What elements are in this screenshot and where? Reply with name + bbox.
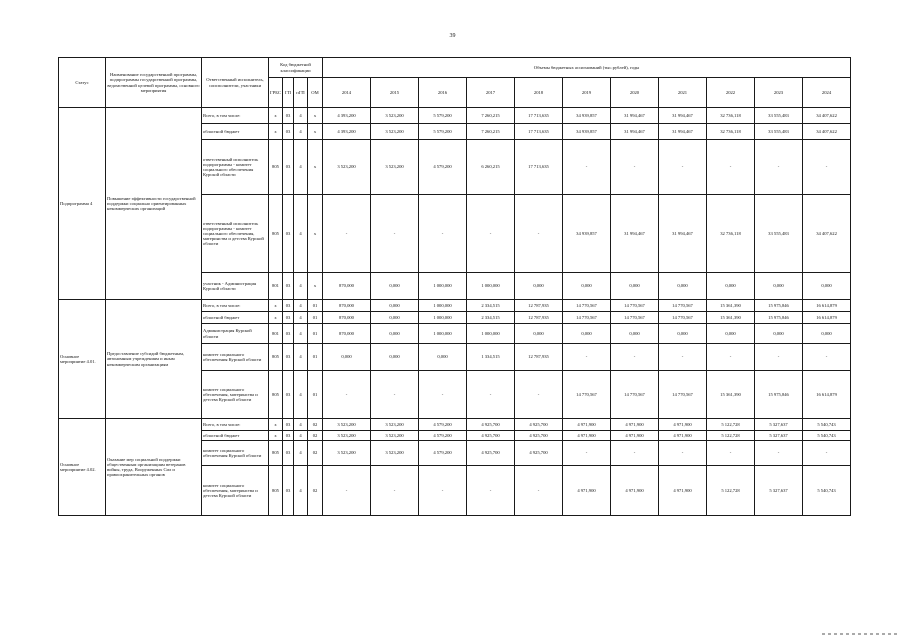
header-year-2021: 2021 bbox=[659, 78, 707, 108]
value-cell: - bbox=[803, 140, 851, 195]
value-cell: 4 971,900 bbox=[611, 419, 659, 431]
value-cell: - bbox=[755, 441, 803, 466]
value-cell: - bbox=[515, 371, 563, 419]
code-cell: 02 bbox=[308, 441, 323, 466]
code-cell: 4 bbox=[294, 140, 308, 195]
value-cell: 0,000 bbox=[371, 324, 419, 344]
value-cell: 4 925,700 bbox=[467, 441, 515, 466]
value-cell: - bbox=[707, 344, 755, 371]
value-cell: 5 327,637 bbox=[755, 419, 803, 431]
value-cell: - bbox=[563, 344, 611, 371]
value-cell: 15 361,390 bbox=[707, 312, 755, 324]
value-cell: 4 971,900 bbox=[659, 431, 707, 441]
value-cell: 34 407,622 bbox=[803, 124, 851, 140]
value-cell: 870,000 bbox=[323, 312, 371, 324]
value-cell: 0,000 bbox=[371, 300, 419, 312]
executor-cell: ответственный исполнитель подпрограммы - комитет социального обеспечения, материнства и детства Курской области bbox=[202, 195, 269, 273]
code-cell: 01 bbox=[308, 324, 323, 344]
code-cell: 01 bbox=[308, 344, 323, 371]
value-cell: 1 000,000 bbox=[419, 324, 467, 344]
value-cell: 5 579,200 bbox=[419, 108, 467, 124]
value-cell: 4 579,200 bbox=[419, 140, 467, 195]
value-cell: - bbox=[755, 344, 803, 371]
value-cell: 31 994,467 bbox=[611, 195, 659, 273]
value-cell: 12 787,935 bbox=[515, 312, 563, 324]
header-status: Статус bbox=[59, 58, 106, 108]
code-cell: 03 bbox=[283, 441, 294, 466]
value-cell: - bbox=[323, 466, 371, 516]
header-code-0: ГРБС bbox=[269, 78, 283, 108]
code-cell: 4 bbox=[294, 466, 308, 516]
executor-cell: участник - Администрация Курской области bbox=[202, 273, 269, 300]
scan-artifact bbox=[822, 633, 900, 635]
executor-cell: ответственный исполнитель подпрограммы - комитет социального обеспечения Курской области bbox=[202, 140, 269, 195]
value-cell: 14 770,567 bbox=[611, 312, 659, 324]
code-cell: 4 bbox=[294, 431, 308, 441]
value-cell: - bbox=[707, 441, 755, 466]
value-cell: 5 122,728 bbox=[707, 466, 755, 516]
value-cell: 5 540,743 bbox=[803, 466, 851, 516]
value-cell: 4 971,900 bbox=[659, 466, 707, 516]
header-code-2: пГП bbox=[294, 78, 308, 108]
value-cell: - bbox=[803, 344, 851, 371]
value-cell: 15 361,390 bbox=[707, 371, 755, 419]
code-cell: 02 bbox=[308, 466, 323, 516]
value-cell: 4 393,200 bbox=[323, 108, 371, 124]
value-cell: 3 523,200 bbox=[371, 140, 419, 195]
value-cell: 0,000 bbox=[371, 312, 419, 324]
code-cell: 805 bbox=[269, 140, 283, 195]
header-year-2016: 2016 bbox=[419, 78, 467, 108]
code-cell: 03 bbox=[283, 466, 294, 516]
value-cell: - bbox=[323, 195, 371, 273]
header-year-2019: 2019 bbox=[563, 78, 611, 108]
header-year-2018: 2018 bbox=[515, 78, 563, 108]
code-cell: x bbox=[269, 312, 283, 324]
value-cell: 4 971,900 bbox=[611, 431, 659, 441]
executor-cell: комитет социального обеспечения Курской области bbox=[202, 344, 269, 371]
code-cell: x bbox=[269, 419, 283, 431]
code-cell: x bbox=[269, 108, 283, 124]
value-cell: 14 770,567 bbox=[563, 312, 611, 324]
code-cell: 03 bbox=[283, 273, 294, 300]
header-executor: Ответственный исполнитель, соисполнители, участники bbox=[202, 58, 269, 108]
value-cell: 1 000,000 bbox=[467, 324, 515, 344]
code-cell: 805 bbox=[269, 344, 283, 371]
value-cell: 4 971,900 bbox=[659, 419, 707, 431]
table-header bbox=[59, 58, 851, 108]
value-cell: 3 523,200 bbox=[323, 431, 371, 441]
value-cell: 34 939,857 bbox=[563, 124, 611, 140]
value-cell: 32 736,118 bbox=[707, 108, 755, 124]
value-cell: 3 523,200 bbox=[371, 419, 419, 431]
header-code-3: ОМ bbox=[308, 78, 323, 108]
value-cell: 3 523,200 bbox=[371, 124, 419, 140]
value-cell: 17 713,635 bbox=[515, 124, 563, 140]
value-cell: 31 994,467 bbox=[659, 124, 707, 140]
code-cell: 03 bbox=[283, 419, 294, 431]
code-cell: 805 bbox=[269, 195, 283, 273]
value-cell: 6 260,215 bbox=[467, 140, 515, 195]
value-cell: 14 770,567 bbox=[611, 371, 659, 419]
value-cell: - bbox=[323, 371, 371, 419]
value-cell: 16 614,879 bbox=[803, 312, 851, 324]
code-cell: 4 bbox=[294, 441, 308, 466]
value-cell: 34 407,622 bbox=[803, 195, 851, 273]
code-cell: 805 bbox=[269, 441, 283, 466]
value-cell: 4 971,900 bbox=[563, 419, 611, 431]
value-cell: 7 260,215 bbox=[467, 108, 515, 124]
executor-cell: областной бюджет bbox=[202, 124, 269, 140]
program-name-cell: Оказание мер социальной поддержки общественным организациям ветеранов войны, труда, Вооруженных Сил и правоохранительных органов bbox=[106, 419, 202, 516]
table-row bbox=[59, 419, 851, 431]
code-cell: 03 bbox=[283, 124, 294, 140]
code-cell: 801 bbox=[269, 324, 283, 344]
code-cell: 4 bbox=[294, 371, 308, 419]
value-cell: - bbox=[755, 140, 803, 195]
code-cell: 4 bbox=[294, 312, 308, 324]
value-cell: 33 555,483 bbox=[755, 124, 803, 140]
value-cell: 5 540,743 bbox=[803, 419, 851, 431]
value-cell: 31 994,467 bbox=[611, 124, 659, 140]
value-cell: - bbox=[419, 371, 467, 419]
code-cell: 03 bbox=[283, 324, 294, 344]
value-cell: 5 327,637 bbox=[755, 466, 803, 516]
code-cell: 805 bbox=[269, 466, 283, 516]
value-cell: 4 925,700 bbox=[515, 441, 563, 466]
value-cell: 15 975,846 bbox=[755, 312, 803, 324]
value-cell: 14 770,567 bbox=[659, 312, 707, 324]
value-cell: - bbox=[611, 140, 659, 195]
header-year-2022: 2022 bbox=[707, 78, 755, 108]
value-cell: 14 770,567 bbox=[611, 300, 659, 312]
value-cell: 4 971,900 bbox=[563, 431, 611, 441]
value-cell: - bbox=[371, 466, 419, 516]
code-cell: x bbox=[269, 431, 283, 441]
value-cell: 14 770,567 bbox=[659, 371, 707, 419]
value-cell: 15 975,846 bbox=[755, 300, 803, 312]
header-name: Наименование государственной программы, подпрограммы государственной программы, ведомственной целевой программы, основного мероприятия bbox=[106, 58, 202, 108]
value-cell: 4 925,700 bbox=[515, 431, 563, 441]
value-cell: 4 971,900 bbox=[611, 466, 659, 516]
header-code-1: ГП bbox=[283, 78, 294, 108]
table-body bbox=[59, 108, 851, 516]
value-cell: 5 122,728 bbox=[707, 419, 755, 431]
value-cell: 34 407,622 bbox=[803, 108, 851, 124]
header-year-2024: 2024 bbox=[803, 78, 851, 108]
value-cell: 4 925,700 bbox=[467, 431, 515, 441]
program-name-cell: Предоставление субсидий бюджетным, автономным учреждениям и иным некоммерческим организациям bbox=[106, 300, 202, 419]
code-cell: 4 bbox=[294, 324, 308, 344]
value-cell: 0,000 bbox=[563, 273, 611, 300]
value-cell: 14 770,567 bbox=[563, 371, 611, 419]
value-cell: 5 122,728 bbox=[707, 431, 755, 441]
value-cell: 870,000 bbox=[323, 300, 371, 312]
value-cell: 4 925,700 bbox=[515, 419, 563, 431]
code-cell: 01 bbox=[308, 300, 323, 312]
header-year-2020: 2020 bbox=[611, 78, 659, 108]
code-cell: 03 bbox=[283, 312, 294, 324]
value-cell: 0,000 bbox=[659, 324, 707, 344]
value-cell: 5 327,637 bbox=[755, 431, 803, 441]
value-cell: - bbox=[515, 195, 563, 273]
code-cell: 02 bbox=[308, 431, 323, 441]
code-cell: 01 bbox=[308, 371, 323, 419]
value-cell: - bbox=[467, 466, 515, 516]
header-year-2014: 2014 bbox=[323, 78, 371, 108]
header-codes: Код бюджетной классификации bbox=[269, 58, 323, 78]
code-cell: 03 bbox=[283, 140, 294, 195]
code-cell: 4 bbox=[294, 300, 308, 312]
executor-cell: комитет социального обеспечения, материнства и детства Курской области bbox=[202, 371, 269, 419]
header-volumes: Объемы бюджетных ассигнований (тыс.рублей), годы bbox=[323, 58, 851, 78]
value-cell: 0,000 bbox=[659, 273, 707, 300]
value-cell: 16 614,879 bbox=[803, 300, 851, 312]
value-cell: 1 000,000 bbox=[419, 273, 467, 300]
value-cell: - bbox=[371, 371, 419, 419]
executor-cell: комитет социального обеспечения Курской области bbox=[202, 441, 269, 466]
value-cell: 0,000 bbox=[371, 344, 419, 371]
value-cell: 1 000,000 bbox=[467, 273, 515, 300]
value-cell: 34 939,857 bbox=[563, 108, 611, 124]
value-cell: 17 713,635 bbox=[515, 108, 563, 124]
value-cell: 0,000 bbox=[803, 273, 851, 300]
value-cell: 0,000 bbox=[371, 273, 419, 300]
value-cell: 15 361,390 bbox=[707, 300, 755, 312]
executor-cell: Всего, в том числе: bbox=[202, 419, 269, 431]
value-cell: 16 614,879 bbox=[803, 371, 851, 419]
code-cell: x bbox=[269, 124, 283, 140]
value-cell: 0,000 bbox=[563, 324, 611, 344]
value-cell: 4 971,900 bbox=[563, 466, 611, 516]
value-cell: 32 736,118 bbox=[707, 124, 755, 140]
value-cell: 870,000 bbox=[323, 273, 371, 300]
table-row bbox=[59, 108, 851, 124]
value-cell: 0,000 bbox=[803, 324, 851, 344]
value-cell: 0,000 bbox=[611, 324, 659, 344]
value-cell: 2 334,515 bbox=[467, 312, 515, 324]
status-cell: Основное мероприятие 4.02. bbox=[59, 419, 106, 516]
value-cell: 4 579,200 bbox=[419, 419, 467, 431]
value-cell: 2 334,515 bbox=[467, 300, 515, 312]
value-cell: 5 540,743 bbox=[803, 431, 851, 441]
value-cell: 4 579,200 bbox=[419, 441, 467, 466]
code-cell: x bbox=[269, 300, 283, 312]
code-cell: 805 bbox=[269, 371, 283, 419]
value-cell: - bbox=[659, 344, 707, 371]
status-cell: Подпрограмма 4 bbox=[59, 108, 106, 300]
code-cell: x bbox=[308, 195, 323, 273]
value-cell: 0,000 bbox=[611, 273, 659, 300]
value-cell: 33 555,483 bbox=[755, 108, 803, 124]
code-cell: 4 bbox=[294, 195, 308, 273]
code-cell: 4 bbox=[294, 273, 308, 300]
value-cell: 31 994,467 bbox=[659, 195, 707, 273]
code-cell: 03 bbox=[283, 300, 294, 312]
value-cell: - bbox=[611, 441, 659, 466]
code-cell: 03 bbox=[283, 371, 294, 419]
value-cell: 31 994,467 bbox=[611, 108, 659, 124]
value-cell: 1 000,000 bbox=[419, 312, 467, 324]
value-cell: 0,000 bbox=[515, 273, 563, 300]
code-cell: 4 bbox=[294, 108, 308, 124]
value-cell: 0,000 bbox=[755, 273, 803, 300]
value-cell: - bbox=[467, 371, 515, 419]
code-cell: 02 bbox=[308, 419, 323, 431]
code-cell: 03 bbox=[283, 344, 294, 371]
value-cell: 4 579,200 bbox=[419, 431, 467, 441]
value-cell: 34 939,857 bbox=[563, 195, 611, 273]
header-year-2023: 2023 bbox=[755, 78, 803, 108]
executor-cell: Всего, в том числе: bbox=[202, 108, 269, 124]
table-row bbox=[59, 300, 851, 312]
value-cell: 4 393,200 bbox=[323, 124, 371, 140]
value-cell: 1 334,515 bbox=[467, 344, 515, 371]
header-year-2017: 2017 bbox=[467, 78, 515, 108]
value-cell: 14 770,567 bbox=[659, 300, 707, 312]
value-cell: 32 736,118 bbox=[707, 195, 755, 273]
executor-cell: областной бюджет bbox=[202, 431, 269, 441]
value-cell: 0,000 bbox=[707, 273, 755, 300]
budget-table bbox=[58, 57, 851, 516]
value-cell: 33 555,483 bbox=[755, 195, 803, 273]
value-cell: - bbox=[611, 344, 659, 371]
value-cell: 0,000 bbox=[707, 324, 755, 344]
value-cell: 0,000 bbox=[755, 324, 803, 344]
program-name-cell: Повышение эффективности государственной поддержки социально ориентированных некоммерческих организаций bbox=[106, 108, 202, 300]
value-cell: 17 713,635 bbox=[515, 140, 563, 195]
value-cell: 0,000 bbox=[323, 344, 371, 371]
value-cell: 12 787,935 bbox=[515, 300, 563, 312]
value-cell: 14 770,567 bbox=[563, 300, 611, 312]
value-cell: 3 523,200 bbox=[323, 441, 371, 466]
value-cell: - bbox=[563, 441, 611, 466]
value-cell: 12 787,935 bbox=[515, 344, 563, 371]
executor-cell: комитет социального обеспечения, материнства и детства Курской области bbox=[202, 466, 269, 516]
value-cell: 4 925,700 bbox=[467, 419, 515, 431]
value-cell: 3 523,200 bbox=[371, 441, 419, 466]
value-cell: - bbox=[563, 140, 611, 195]
value-cell: - bbox=[467, 195, 515, 273]
value-cell: 3 523,200 bbox=[323, 140, 371, 195]
executor-cell: Администрация Курской области bbox=[202, 324, 269, 344]
value-cell: 3 523,200 bbox=[371, 108, 419, 124]
value-cell: 5 579,200 bbox=[419, 124, 467, 140]
page-number: 39 bbox=[449, 33, 456, 39]
code-cell: 801 bbox=[269, 273, 283, 300]
value-cell: 3 523,200 bbox=[371, 431, 419, 441]
value-cell: 7 260,215 bbox=[467, 124, 515, 140]
value-cell: - bbox=[515, 466, 563, 516]
code-cell: 4 bbox=[294, 344, 308, 371]
code-cell: x bbox=[308, 273, 323, 300]
code-cell: 03 bbox=[283, 431, 294, 441]
code-cell: 03 bbox=[283, 108, 294, 124]
value-cell: 3 523,200 bbox=[323, 419, 371, 431]
executor-cell: областной бюджет bbox=[202, 312, 269, 324]
header-year-2015: 2015 bbox=[371, 78, 419, 108]
status-cell: Основное мероприятие 4.01. bbox=[59, 300, 106, 419]
executor-cell: Всего, в том числе: bbox=[202, 300, 269, 312]
code-cell: 01 bbox=[308, 312, 323, 324]
value-cell: - bbox=[659, 441, 707, 466]
value-cell: - bbox=[659, 140, 707, 195]
value-cell: 31 994,467 bbox=[659, 108, 707, 124]
code-cell: 4 bbox=[294, 124, 308, 140]
value-cell: 0,000 bbox=[515, 324, 563, 344]
value-cell: - bbox=[707, 140, 755, 195]
value-cell: 15 975,846 bbox=[755, 371, 803, 419]
value-cell: 1 000,000 bbox=[419, 300, 467, 312]
value-cell: - bbox=[803, 441, 851, 466]
value-cell: - bbox=[419, 195, 467, 273]
value-cell: - bbox=[371, 195, 419, 273]
value-cell: 0,000 bbox=[419, 344, 467, 371]
code-cell: x bbox=[308, 124, 323, 140]
value-cell: 870,000 bbox=[323, 324, 371, 344]
code-cell: 03 bbox=[283, 195, 294, 273]
code-cell: 4 bbox=[294, 419, 308, 431]
value-cell: - bbox=[419, 466, 467, 516]
code-cell: x bbox=[308, 108, 323, 124]
code-cell: x bbox=[308, 140, 323, 195]
